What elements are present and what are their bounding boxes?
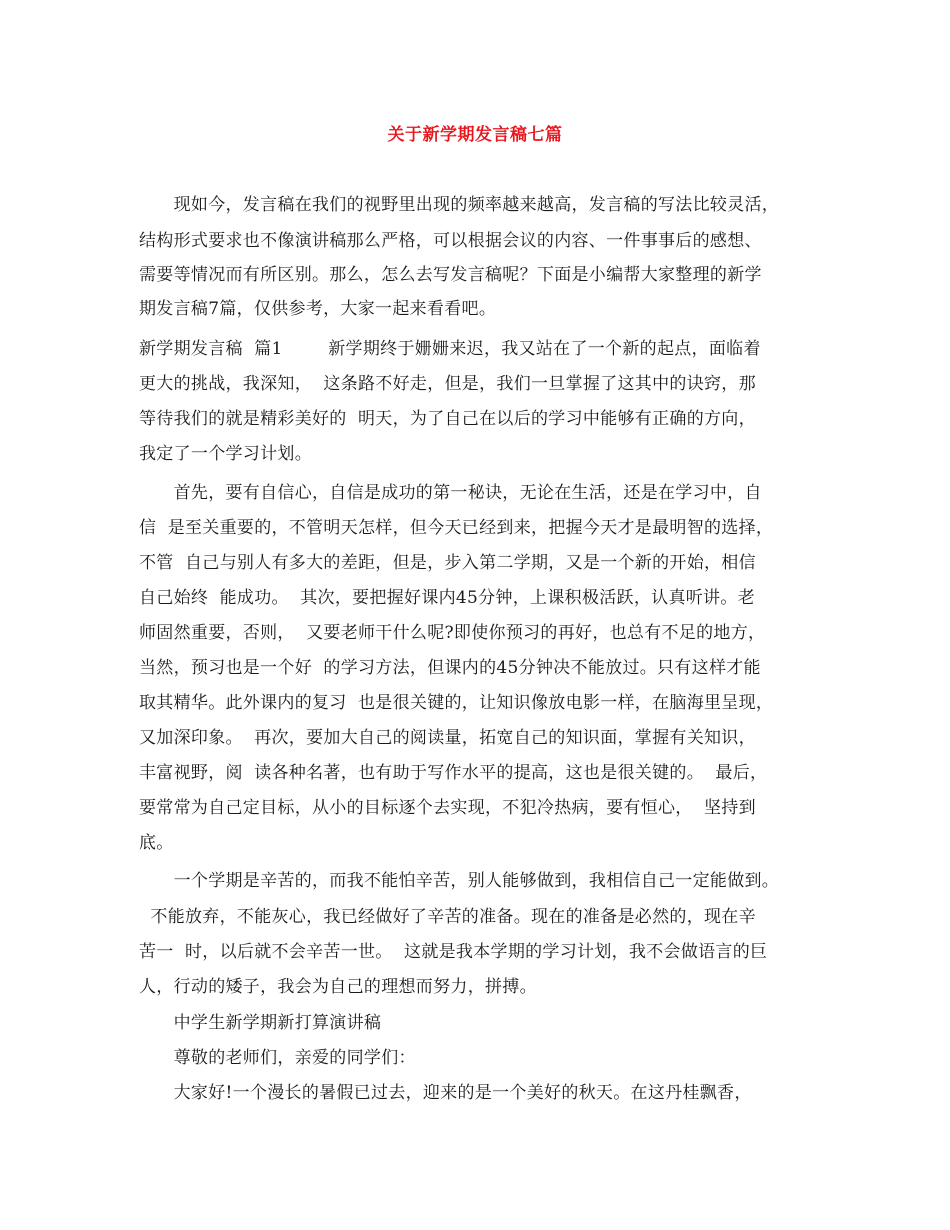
text-line: 要常常为自己定目标，从小的目标逐个去实现，不犯冷热病，要有恒心， 坚持到 — [139, 798, 756, 818]
text-line: 自己始终 能成功。 其次，要把握好课内45分钟，上课积极活跃，认真听讲。老 — [139, 588, 755, 608]
text-line: 底。 — [139, 833, 174, 853]
text-line: 大家好!一个漫长的暑假已过去，迎来的是一个美好的秋天。在这丹桂飘香， — [139, 1083, 752, 1103]
page-title: 关于新学期发言稿七篇 — [387, 125, 563, 145]
text-line: 取其精华。此外课内的复习 也是很关键的，让知识像放电影一样，在脑海里呈现， — [139, 693, 774, 713]
text-line: 结构形式要求也不像演讲稿那么严格，可以根据会议的内容、一件事事后的感想、 — [139, 231, 762, 251]
text-line: 一个学期是辛苦的，而我不能怕辛苦，别人能够做到，我相信自己一定能做到。 — [139, 871, 780, 891]
text-line: 又加深印象。 再次，要加大自己的阅读量，拓宽自己的知识面，掌握有关知识， — [139, 728, 756, 748]
text-line: 更大的挑战，我深知， 这条路不好走，但是，我们一旦掌握了这其中的诀窍，那 — [139, 374, 756, 394]
text-line: 苦一 时，以后就不会辛苦一世。 这就是我本学期的学习计划，我不会做语言的巨 — [139, 942, 768, 962]
text-line: 信 是至关重要的，不管明天怎样，但今天已经到来，把握今天才是最明智的选择， — [139, 518, 774, 538]
text-line: 人，行动的矮子，我会为自己的理想而努力，拼搏。 — [139, 977, 537, 997]
text-line: 中学生新学期新打算演讲稿 — [139, 1013, 382, 1033]
text-line: 首先，要有自信心，自信是成功的第一秘诀，无论在生活，还是在学习中，自 — [139, 483, 762, 503]
text-line: 新学期发言稿 篇1 新学期终于姗姗来迟，我又站在了一个新的起点，面临着 — [139, 339, 761, 359]
text-line: 现如今，发言稿在我们的视野里出现的频率越来越高，发言稿的写法比较灵活， — [139, 195, 780, 215]
text-line: 师固然重要，否则， 又要老师干什么呢?即使你预习的再好，也总有不足的地方， — [139, 623, 766, 643]
text-line: 不能放弃，不能灰心，我已经做好了辛苦的准备。现在的准备是必然的，现在辛 — [139, 907, 756, 927]
text-line: 需要等情况而有所区别。那么，怎么去写发言稿呢？下面是小编帮大家整理的新学 — [139, 265, 762, 285]
text-line: 我定了一个学习计划。 — [139, 444, 312, 464]
text-line: 当然，预习也是一个好 的学习方法，但课内的45分钟决不能放过。只有这样才能 — [139, 658, 761, 678]
text-line: 丰富视野，阅 读各种名著，也有助于写作水平的提高，这也是很关键的。 最后， — [139, 763, 768, 783]
text-line: 期发言稿7篇，仅供参考，大家一起来看看吧。 — [139, 299, 497, 319]
text-line: 等待我们的就是精彩美好的 明天，为了自己在以后的学习中能够有正确的方向， — [139, 409, 756, 429]
text-line: 尊敬的老师们，亲爱的同学们： — [139, 1048, 416, 1068]
text-line: 不管 自己与别人有多大的差距，但是，步入第二学期，又是一个新的开始，相信 — [139, 553, 756, 573]
